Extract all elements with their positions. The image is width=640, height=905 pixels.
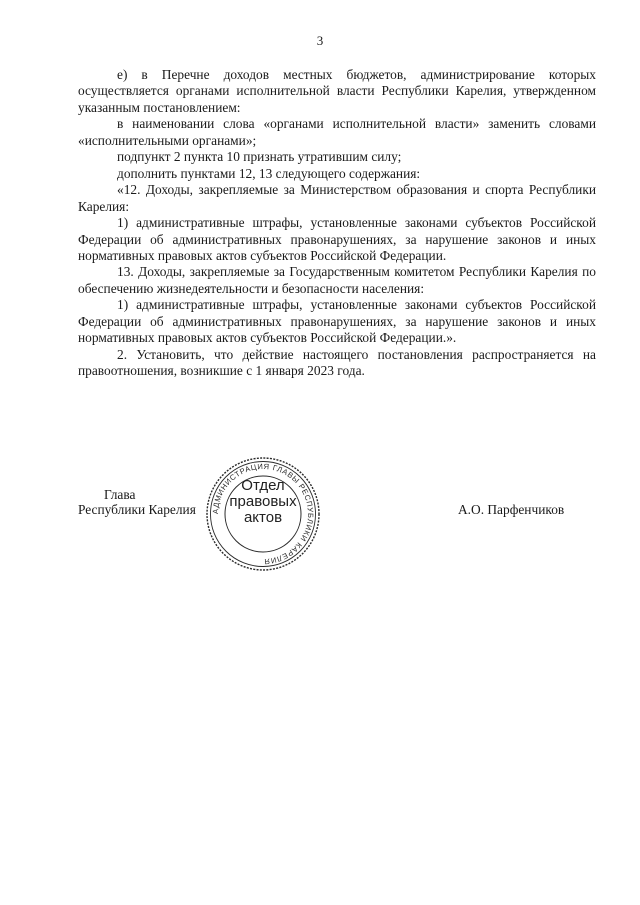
paragraph-rename-words: в наименовании слова «органами исполнительной власти» заменить словами «исполнительными органами»; [78, 116, 596, 148]
page-number: 3 [316, 33, 324, 48]
official-stamp [205, 456, 321, 572]
document-body [78, 67, 596, 380]
signatory-name: А.О. Парфенчиков [458, 502, 565, 517]
paragraph-point-12: «12. Доходы, закрепляемые за Министерством образования и спорта Республики Карелия: [78, 182, 596, 214]
paragraph-add-points: дополнить пунктами 12, 13 следующего содержания: [117, 165, 421, 181]
paragraph-point-12-sub1: 1) административные штрафы, установленные законами субъектов Российской Федерации об административных правонарушениях, за нарушение законов и иных нормативных правовых актов субъектов Российской Федерации. [78, 215, 596, 263]
paragraph-item-e: е) в Перечне доходов местных бюджетов, администрирование которых осуществляется органами исполнительной власти Республики Карелия, утвержденном указанным постановлением: [78, 67, 596, 115]
paragraph-point-13: 13. Доходы, закрепляемые за Государственным комитетом Республики Карелия по обеспечению жизнедеятельности и безопасности населения: [78, 264, 596, 296]
paragraph-point-13-sub1: 1) административные штрафы, установленные законами субъектов Российской Федерации об административных правонарушениях, за нарушение законов и иных нормативных правовых актов субъектов Российской Федерации.». [78, 297, 596, 346]
stamp-inner-line1: Отдел [241, 477, 285, 494]
stamp-inner-line3: актов [243, 509, 283, 526]
paragraph-repeal-subpoint: подпункт 2 пункта 10 признать утратившим силу; [117, 149, 402, 165]
stamp-inner-line2: правовых [229, 493, 297, 510]
paragraph-effective-date: 2. Установить, что действие настоящего постановления распространяется на правоотношения, возникшие с 1 января 2023 года. [78, 346, 596, 379]
stamp-inner-text [205, 478, 321, 526]
signatory-title-line2: Республики Карелия [78, 502, 196, 517]
stamp-ring-text: АДМИНИСТРАЦИЯ ГЛАВЫ РЕСПУБЛИКИ КАРЕЛИЯ [210, 461, 316, 567]
signatory-title-line1: Глава [104, 487, 136, 502]
